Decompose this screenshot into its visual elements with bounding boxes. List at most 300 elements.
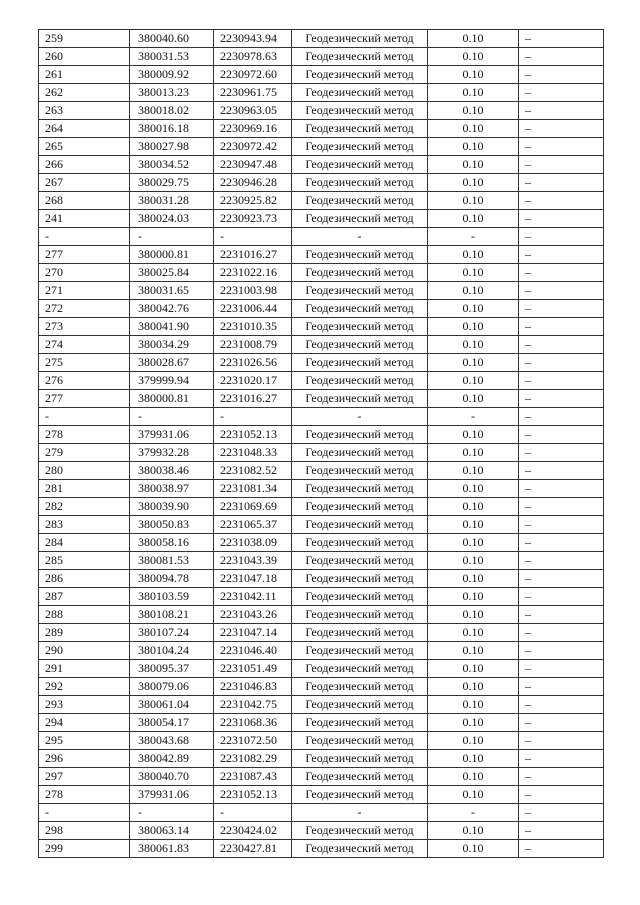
method-cell: Геодезический метод (292, 498, 428, 516)
method-cell: - (292, 804, 428, 822)
x-coordinate-cell: 380061.04 (130, 696, 214, 714)
y-coordinate-cell: 2231069.69 (214, 498, 292, 516)
method-cell: Геодезический метод (292, 750, 428, 768)
y-coordinate-cell: - (214, 804, 292, 822)
y-coordinate-cell: 2231082.29 (214, 750, 292, 768)
note-cell: – (519, 30, 604, 48)
y-coordinate-cell: 2230424.02 (214, 822, 292, 840)
note-cell: – (519, 462, 604, 480)
x-coordinate-cell: 380031.65 (130, 282, 214, 300)
note-cell: – (519, 138, 604, 156)
method-cell: Геодезический метод (292, 642, 428, 660)
method-cell: Геодезический метод (292, 120, 428, 138)
point-number-cell: 270 (39, 264, 130, 282)
y-coordinate-cell: 2231046.83 (214, 678, 292, 696)
y-coordinate-cell: 2231016.27 (214, 246, 292, 264)
y-coordinate-cell: 2231072.50 (214, 732, 292, 750)
x-coordinate-cell: 379932.28 (130, 444, 214, 462)
point-number-cell: 279 (39, 444, 130, 462)
method-cell: Геодезический метод (292, 516, 428, 534)
note-cell: – (519, 570, 604, 588)
point-number-cell: 273 (39, 318, 130, 336)
accuracy-cell: 0.10 (428, 246, 519, 264)
accuracy-cell: 0.10 (428, 714, 519, 732)
x-coordinate-cell: - (130, 804, 214, 822)
point-number-cell: 278 (39, 426, 130, 444)
note-cell: – (519, 534, 604, 552)
table-row (39, 30, 604, 48)
note-cell: – (519, 120, 604, 138)
point-number-cell: 267 (39, 174, 130, 192)
accuracy-cell: 0.10 (428, 840, 519, 858)
table-row (39, 300, 604, 318)
x-coordinate-cell: 380028.67 (130, 354, 214, 372)
point-number-cell: 295 (39, 732, 130, 750)
x-coordinate-cell: 380063.14 (130, 822, 214, 840)
point-number-cell: 286 (39, 570, 130, 588)
note-cell: – (519, 444, 604, 462)
table-row (39, 588, 604, 606)
table-row (39, 102, 604, 120)
method-cell: Геодезический метод (292, 102, 428, 120)
table-row (39, 390, 604, 408)
table-row (39, 156, 604, 174)
note-cell: – (519, 498, 604, 516)
x-coordinate-cell: 380058.16 (130, 534, 214, 552)
note-cell: – (519, 408, 604, 426)
y-coordinate-cell: 2230963.05 (214, 102, 292, 120)
method-cell: Геодезический метод (292, 534, 428, 552)
accuracy-cell: 0.10 (428, 768, 519, 786)
x-coordinate-cell: 379931.06 (130, 786, 214, 804)
y-coordinate-cell: 2231020.17 (214, 372, 292, 390)
method-cell: Геодезический метод (292, 210, 428, 228)
point-number-cell: 287 (39, 588, 130, 606)
accuracy-cell: 0.10 (428, 534, 519, 552)
table-row (39, 840, 604, 858)
accuracy-cell: 0.10 (428, 48, 519, 66)
accuracy-cell: 0.10 (428, 660, 519, 678)
x-coordinate-cell: 380034.29 (130, 336, 214, 354)
accuracy-cell: 0.10 (428, 156, 519, 174)
x-coordinate-cell: 380104.24 (130, 642, 214, 660)
note-cell: – (519, 480, 604, 498)
accuracy-cell: 0.10 (428, 732, 519, 750)
table-row (39, 444, 604, 462)
note-cell: – (519, 516, 604, 534)
point-number-cell: 299 (39, 840, 130, 858)
x-coordinate-cell: 380029.75 (130, 174, 214, 192)
method-cell: Геодезический метод (292, 570, 428, 588)
point-number-cell: - (39, 804, 130, 822)
x-coordinate-cell: 380000.81 (130, 246, 214, 264)
point-number-cell: 285 (39, 552, 130, 570)
note-cell: – (519, 606, 604, 624)
y-coordinate-cell: 2231081.34 (214, 480, 292, 498)
accuracy-cell: 0.10 (428, 696, 519, 714)
point-number-cell: 264 (39, 120, 130, 138)
table-row (39, 462, 604, 480)
table-row (39, 120, 604, 138)
table-row (39, 66, 604, 84)
accuracy-cell: 0.10 (428, 786, 519, 804)
point-number-cell: 278 (39, 786, 130, 804)
note-cell: – (519, 318, 604, 336)
table-body (39, 30, 604, 858)
point-number-cell: 297 (39, 768, 130, 786)
note-cell: – (519, 678, 604, 696)
accuracy-cell: 0.10 (428, 354, 519, 372)
note-cell: – (519, 66, 604, 84)
x-coordinate-cell: 380038.46 (130, 462, 214, 480)
y-coordinate-cell: 2231047.14 (214, 624, 292, 642)
accuracy-cell: 0.10 (428, 210, 519, 228)
table-row (39, 84, 604, 102)
method-cell: Геодезический метод (292, 444, 428, 462)
accuracy-cell: 0.10 (428, 102, 519, 120)
table-row (39, 318, 604, 336)
table-row (39, 228, 604, 246)
x-coordinate-cell: 380103.59 (130, 588, 214, 606)
x-coordinate-cell: 379931.06 (130, 426, 214, 444)
point-number-cell: 277 (39, 390, 130, 408)
method-cell: Геодезический метод (292, 30, 428, 48)
x-coordinate-cell: 380031.53 (130, 48, 214, 66)
table-row (39, 210, 604, 228)
table-row (39, 822, 604, 840)
note-cell: – (519, 48, 604, 66)
note-cell: – (519, 714, 604, 732)
accuracy-cell: 0.10 (428, 174, 519, 192)
accuracy-cell: 0.10 (428, 462, 519, 480)
note-cell: – (519, 336, 604, 354)
x-coordinate-cell: 380054.17 (130, 714, 214, 732)
point-number-cell: 292 (39, 678, 130, 696)
note-cell: – (519, 696, 604, 714)
y-coordinate-cell: 2231065.37 (214, 516, 292, 534)
point-number-cell: 283 (39, 516, 130, 534)
x-coordinate-cell: 380039.90 (130, 498, 214, 516)
table-row (39, 282, 604, 300)
point-number-cell: 271 (39, 282, 130, 300)
method-cell: Геодезический метод (292, 138, 428, 156)
point-number-cell: 290 (39, 642, 130, 660)
point-number-cell: - (39, 228, 130, 246)
point-number-cell: 291 (39, 660, 130, 678)
note-cell: – (519, 156, 604, 174)
x-coordinate-cell: 379999.94 (130, 372, 214, 390)
accuracy-cell: 0.10 (428, 570, 519, 588)
y-coordinate-cell: 2230427.81 (214, 840, 292, 858)
method-cell: Геодезический метод (292, 372, 428, 390)
y-coordinate-cell: 2231048.33 (214, 444, 292, 462)
point-number-cell: 262 (39, 84, 130, 102)
point-number-cell: 263 (39, 102, 130, 120)
accuracy-cell: 0.10 (428, 750, 519, 768)
note-cell: – (519, 552, 604, 570)
x-coordinate-cell: 380043.68 (130, 732, 214, 750)
y-coordinate-cell: 2231068.36 (214, 714, 292, 732)
x-coordinate-cell: 380108.21 (130, 606, 214, 624)
x-coordinate-cell: 380040.60 (130, 30, 214, 48)
y-coordinate-cell: 2230943.94 (214, 30, 292, 48)
accuracy-cell: 0.10 (428, 498, 519, 516)
y-coordinate-cell: - (214, 408, 292, 426)
y-coordinate-cell: 2230969.16 (214, 120, 292, 138)
accuracy-cell: 0.10 (428, 588, 519, 606)
y-coordinate-cell: 2231046.40 (214, 642, 292, 660)
method-cell: Геодезический метод (292, 48, 428, 66)
table-row (39, 246, 604, 264)
note-cell: – (519, 750, 604, 768)
note-cell: – (519, 390, 604, 408)
point-number-cell: 266 (39, 156, 130, 174)
accuracy-cell: - (428, 804, 519, 822)
y-coordinate-cell: 2231006.44 (214, 300, 292, 318)
x-coordinate-cell: 380034.52 (130, 156, 214, 174)
accuracy-cell: 0.10 (428, 192, 519, 210)
y-coordinate-cell: 2231038.09 (214, 534, 292, 552)
x-coordinate-cell: 380013.23 (130, 84, 214, 102)
table-row (39, 498, 604, 516)
point-number-cell: 241 (39, 210, 130, 228)
y-coordinate-cell: 2231016.27 (214, 390, 292, 408)
y-coordinate-cell: 2230972.60 (214, 66, 292, 84)
method-cell: Геодезический метод (292, 264, 428, 282)
method-cell: Геодезический метод (292, 84, 428, 102)
y-coordinate-cell: 2230925.82 (214, 192, 292, 210)
point-number-cell: 276 (39, 372, 130, 390)
method-cell: Геодезический метод (292, 786, 428, 804)
point-number-cell: 281 (39, 480, 130, 498)
y-coordinate-cell: 2230978.63 (214, 48, 292, 66)
accuracy-cell: - (428, 408, 519, 426)
accuracy-cell: 0.10 (428, 444, 519, 462)
accuracy-cell: 0.10 (428, 300, 519, 318)
point-number-cell: 260 (39, 48, 130, 66)
method-cell: Геодезический метод (292, 606, 428, 624)
note-cell: – (519, 210, 604, 228)
method-cell: Геодезический метод (292, 390, 428, 408)
x-coordinate-cell: 380027.98 (130, 138, 214, 156)
x-coordinate-cell: 380000.81 (130, 390, 214, 408)
table-row (39, 552, 604, 570)
point-number-cell: 288 (39, 606, 130, 624)
y-coordinate-cell: 2231087.43 (214, 768, 292, 786)
table-row (39, 336, 604, 354)
point-number-cell: 265 (39, 138, 130, 156)
accuracy-cell: 0.10 (428, 552, 519, 570)
y-coordinate-cell: 2231047.18 (214, 570, 292, 588)
note-cell: – (519, 426, 604, 444)
x-coordinate-cell: 380081.53 (130, 552, 214, 570)
accuracy-cell: 0.10 (428, 624, 519, 642)
point-number-cell: 274 (39, 336, 130, 354)
x-coordinate-cell: 380025.84 (130, 264, 214, 282)
x-coordinate-cell: 380107.24 (130, 624, 214, 642)
y-coordinate-cell: 2231052.13 (214, 786, 292, 804)
y-coordinate-cell: 2231052.13 (214, 426, 292, 444)
method-cell: - (292, 228, 428, 246)
table-row (39, 804, 604, 822)
x-coordinate-cell: 380018.02 (130, 102, 214, 120)
x-coordinate-cell: 380016.18 (130, 120, 214, 138)
note-cell: – (519, 192, 604, 210)
table-row (39, 732, 604, 750)
y-coordinate-cell: 2231008.79 (214, 336, 292, 354)
note-cell: – (519, 804, 604, 822)
table-row (39, 660, 604, 678)
y-coordinate-cell: 2230972.42 (214, 138, 292, 156)
method-cell: Геодезический метод (292, 300, 428, 318)
accuracy-cell: 0.10 (428, 372, 519, 390)
note-cell: – (519, 768, 604, 786)
accuracy-cell: 0.10 (428, 120, 519, 138)
coordinates-table (38, 29, 604, 858)
table-row (39, 786, 604, 804)
point-number-cell: 280 (39, 462, 130, 480)
y-coordinate-cell: 2230923.73 (214, 210, 292, 228)
table-row (39, 174, 604, 192)
y-coordinate-cell: - (214, 228, 292, 246)
x-coordinate-cell: 380094.78 (130, 570, 214, 588)
y-coordinate-cell: 2231010.35 (214, 318, 292, 336)
point-number-cell: 296 (39, 750, 130, 768)
point-number-cell: 261 (39, 66, 130, 84)
method-cell: Геодезический метод (292, 588, 428, 606)
accuracy-cell: 0.10 (428, 426, 519, 444)
method-cell: Геодезический метод (292, 174, 428, 192)
accuracy-cell: - (428, 228, 519, 246)
point-number-cell: 294 (39, 714, 130, 732)
y-coordinate-cell: 2231022.16 (214, 264, 292, 282)
table-row (39, 426, 604, 444)
note-cell: – (519, 174, 604, 192)
accuracy-cell: 0.10 (428, 264, 519, 282)
method-cell: Геодезический метод (292, 336, 428, 354)
note-cell: – (519, 246, 604, 264)
y-coordinate-cell: 2231042.11 (214, 588, 292, 606)
method-cell: Геодезический метод (292, 192, 428, 210)
method-cell: Геодезический метод (292, 678, 428, 696)
x-coordinate-cell: 380061.83 (130, 840, 214, 858)
point-number-cell: 259 (39, 30, 130, 48)
method-cell: Геодезический метод (292, 714, 428, 732)
accuracy-cell: 0.10 (428, 336, 519, 354)
point-number-cell: 293 (39, 696, 130, 714)
point-number-cell: 272 (39, 300, 130, 318)
accuracy-cell: 0.10 (428, 606, 519, 624)
method-cell: Геодезический метод (292, 462, 428, 480)
table-row (39, 516, 604, 534)
method-cell: Геодезический метод (292, 282, 428, 300)
method-cell: Геодезический метод (292, 480, 428, 498)
table-row (39, 678, 604, 696)
x-coordinate-cell: 380040.70 (130, 768, 214, 786)
method-cell: Геодезический метод (292, 696, 428, 714)
y-coordinate-cell: 2231082.52 (214, 462, 292, 480)
accuracy-cell: 0.10 (428, 642, 519, 660)
method-cell: Геодезический метод (292, 552, 428, 570)
table-row (39, 570, 604, 588)
point-number-cell: 289 (39, 624, 130, 642)
table-row (39, 48, 604, 66)
y-coordinate-cell: 2230946.28 (214, 174, 292, 192)
point-number-cell: 275 (39, 354, 130, 372)
point-number-cell: 268 (39, 192, 130, 210)
y-coordinate-cell: 2230961.75 (214, 84, 292, 102)
note-cell: – (519, 102, 604, 120)
y-coordinate-cell: 2231043.26 (214, 606, 292, 624)
accuracy-cell: 0.10 (428, 84, 519, 102)
note-cell: – (519, 264, 604, 282)
x-coordinate-cell: 380024.03 (130, 210, 214, 228)
table-row (39, 354, 604, 372)
y-coordinate-cell: 2231003.98 (214, 282, 292, 300)
note-cell: – (519, 624, 604, 642)
y-coordinate-cell: 2231042.75 (214, 696, 292, 714)
accuracy-cell: 0.10 (428, 516, 519, 534)
x-coordinate-cell: 380041.90 (130, 318, 214, 336)
note-cell: – (519, 660, 604, 678)
accuracy-cell: 0.10 (428, 282, 519, 300)
method-cell: Геодезический метод (292, 156, 428, 174)
y-coordinate-cell: 2231026.56 (214, 354, 292, 372)
accuracy-cell: 0.10 (428, 480, 519, 498)
point-number-cell: 282 (39, 498, 130, 516)
method-cell: Геодезический метод (292, 624, 428, 642)
note-cell: – (519, 372, 604, 390)
x-coordinate-cell: 380009.92 (130, 66, 214, 84)
method-cell: Геодезический метод (292, 246, 428, 264)
point-number-cell: 277 (39, 246, 130, 264)
x-coordinate-cell: 380038.97 (130, 480, 214, 498)
method-cell: Геодезический метод (292, 768, 428, 786)
table-row (39, 480, 604, 498)
method-cell: Геодезический метод (292, 318, 428, 336)
note-cell: – (519, 84, 604, 102)
x-coordinate-cell: 380042.89 (130, 750, 214, 768)
note-cell: – (519, 228, 604, 246)
note-cell: – (519, 822, 604, 840)
point-number-cell: - (39, 408, 130, 426)
table-row (39, 714, 604, 732)
accuracy-cell: 0.10 (428, 678, 519, 696)
table-row (39, 642, 604, 660)
note-cell: – (519, 300, 604, 318)
table-row (39, 408, 604, 426)
table-row (39, 750, 604, 768)
x-coordinate-cell: 380050.83 (130, 516, 214, 534)
accuracy-cell: 0.10 (428, 66, 519, 84)
method-cell: Геодезический метод (292, 426, 428, 444)
method-cell: Геодезический метод (292, 840, 428, 858)
table-row (39, 534, 604, 552)
accuracy-cell: 0.10 (428, 30, 519, 48)
table-row (39, 606, 604, 624)
accuracy-cell: 0.10 (428, 822, 519, 840)
method-cell: Геодезический метод (292, 354, 428, 372)
table-row (39, 192, 604, 210)
table-row (39, 696, 604, 714)
x-coordinate-cell: 380031.28 (130, 192, 214, 210)
x-coordinate-cell: 380095.37 (130, 660, 214, 678)
point-number-cell: 298 (39, 822, 130, 840)
table-row (39, 624, 604, 642)
note-cell: – (519, 354, 604, 372)
note-cell: – (519, 588, 604, 606)
method-cell: Геодезический метод (292, 732, 428, 750)
